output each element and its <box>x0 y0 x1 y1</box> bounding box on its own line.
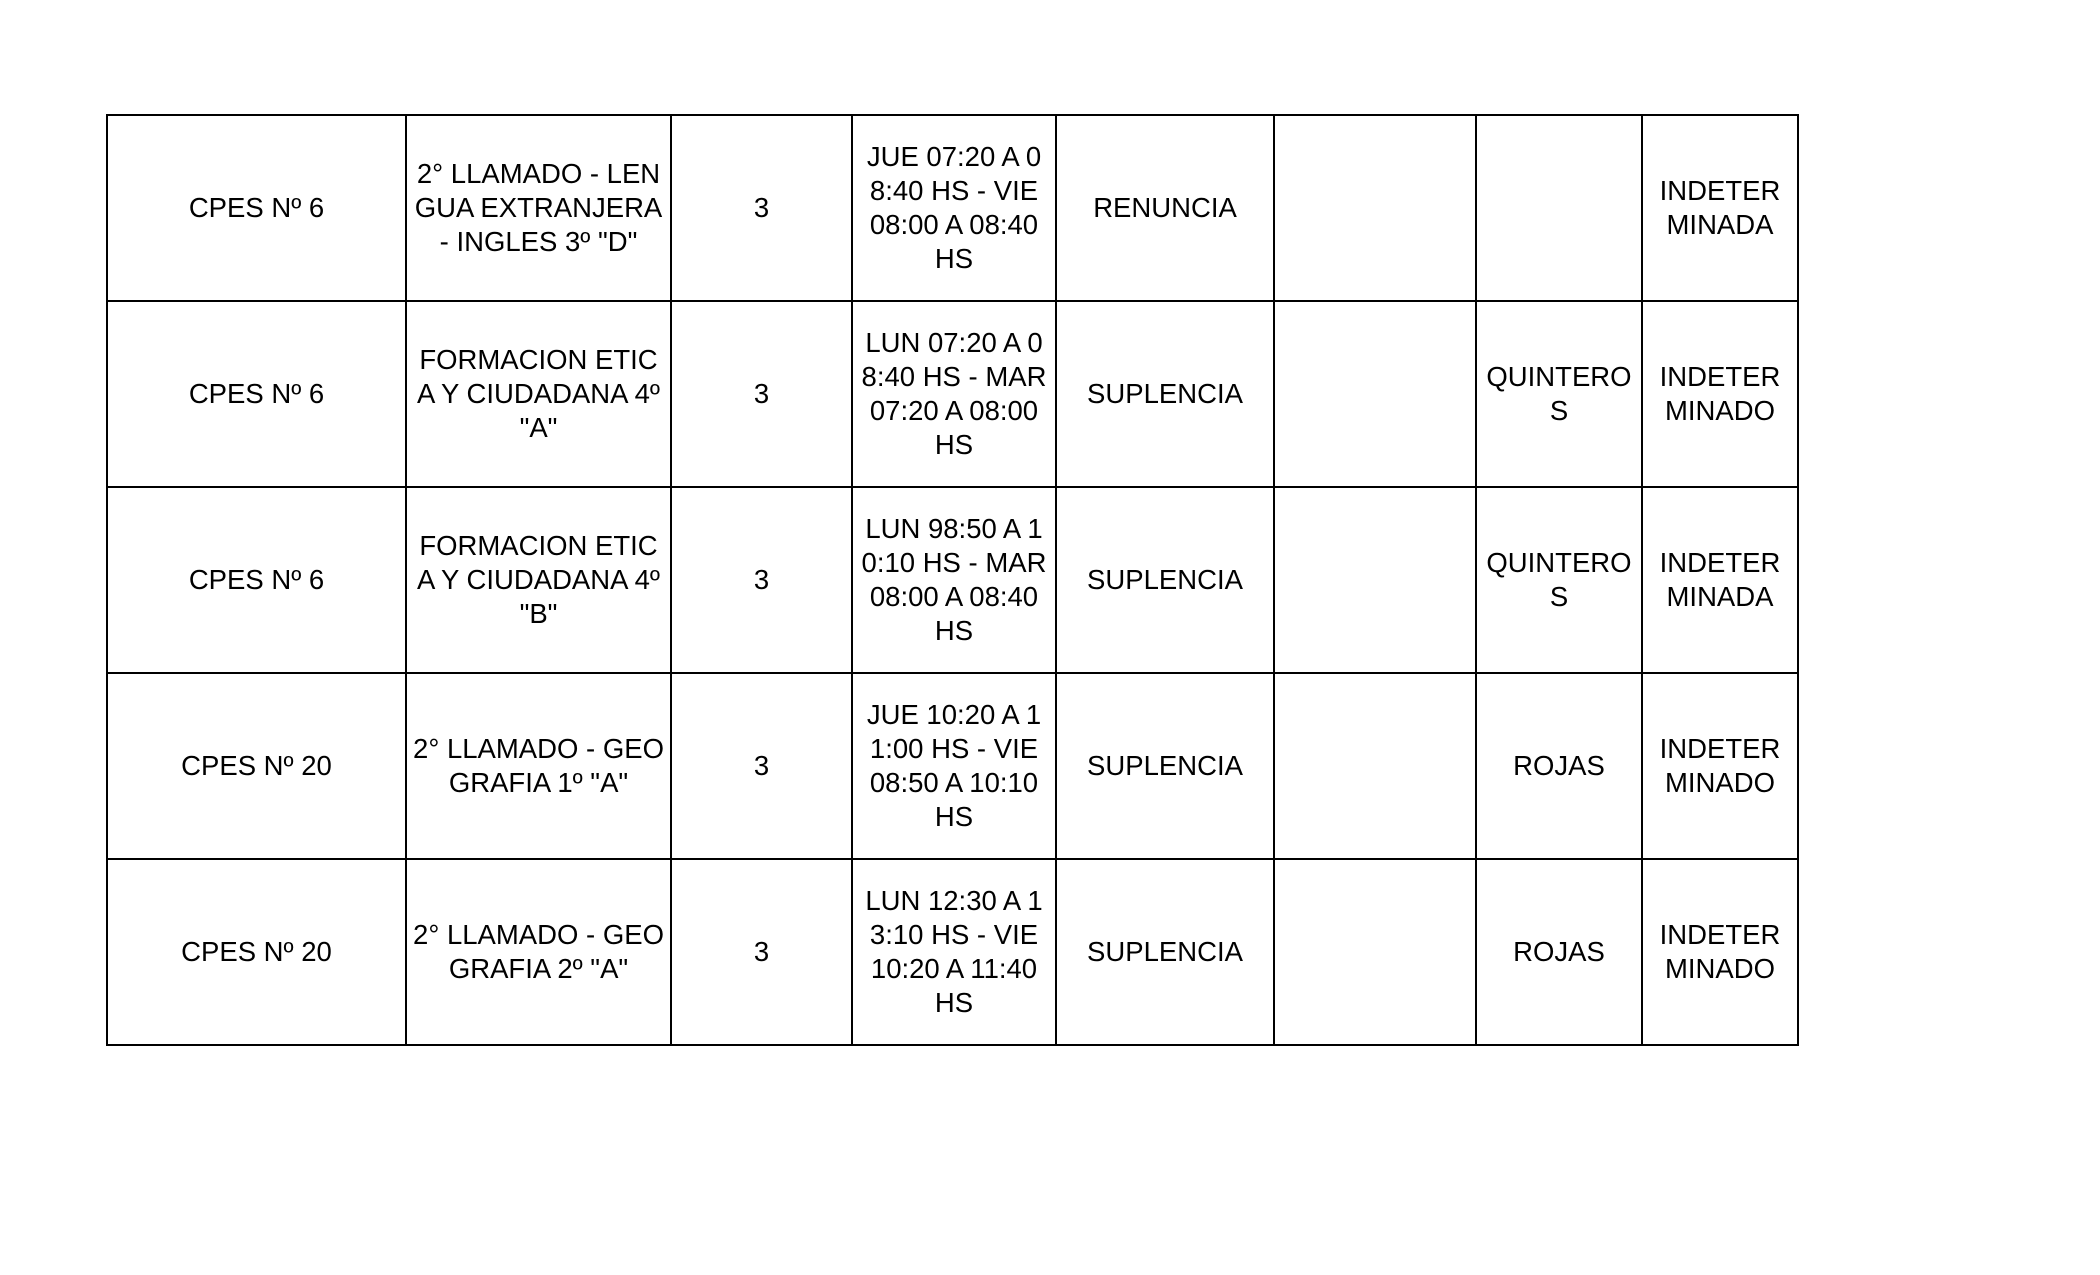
empty-cell <box>1274 301 1476 487</box>
reason-cell: SUPLENCIA <box>1056 487 1274 673</box>
hours-cell: 3 <box>671 487 852 673</box>
reason-cell: RENUNCIA <box>1056 115 1274 301</box>
duration-cell: INDETERMINADO <box>1642 859 1798 1045</box>
name-cell: QUINTEROS <box>1476 301 1642 487</box>
school-cell: CPES Nº 6 <box>107 487 406 673</box>
subject-cell: FORMACION ETICA Y CIUDADANA 4º "B" <box>406 487 671 673</box>
table-row <box>107 115 1798 301</box>
empty-cell <box>1274 487 1476 673</box>
empty-cell <box>1274 859 1476 1045</box>
table-row <box>107 673 1798 859</box>
name-cell <box>1476 115 1642 301</box>
subject-cell: FORMACION ETICA Y CIUDADANA 4º "A" <box>406 301 671 487</box>
vacancy-table <box>106 114 1799 1046</box>
subject-cell: 2° LLAMADO - LENGUA EXTRANJERA - INGLES 3º "D" <box>406 115 671 301</box>
subject-cell: 2° LLAMADO - GEOGRAFIA 1º "A" <box>406 673 671 859</box>
duration-cell: INDETERMINADO <box>1642 673 1798 859</box>
hours-cell: 3 <box>671 673 852 859</box>
empty-cell <box>1274 115 1476 301</box>
table-body <box>107 115 1798 1045</box>
school-cell: CPES Nº 20 <box>107 673 406 859</box>
reason-cell: SUPLENCIA <box>1056 301 1274 487</box>
duration-cell: INDETERMINADO <box>1642 301 1798 487</box>
table-row <box>107 859 1798 1045</box>
school-cell: CPES Nº 6 <box>107 301 406 487</box>
schedule-cell: LUN 07:20 A 08:40 HS - MAR 07:20 A 08:00 HS <box>852 301 1056 487</box>
reason-cell: SUPLENCIA <box>1056 673 1274 859</box>
schedule-cell: JUE 10:20 A 11:00 HS - VIE 08:50 A 10:10 HS <box>852 673 1056 859</box>
reason-cell: SUPLENCIA <box>1056 859 1274 1045</box>
school-cell: CPES Nº 6 <box>107 115 406 301</box>
name-cell: ROJAS <box>1476 673 1642 859</box>
school-cell: CPES Nº 20 <box>107 859 406 1045</box>
hours-cell: 3 <box>671 115 852 301</box>
name-cell: QUINTEROS <box>1476 487 1642 673</box>
schedule-cell: JUE 07:20 A 08:40 HS - VIE 08:00 A 08:40 HS <box>852 115 1056 301</box>
schedule-cell: LUN 12:30 A 13:10 HS - VIE 10:20 A 11:40 HS <box>852 859 1056 1045</box>
hours-cell: 3 <box>671 859 852 1045</box>
duration-cell: INDETERMINADA <box>1642 115 1798 301</box>
name-cell: ROJAS <box>1476 859 1642 1045</box>
hours-cell: 3 <box>671 301 852 487</box>
schedule-cell: LUN 98:50 A 10:10 HS - MAR 08:00 A 08:40 HS <box>852 487 1056 673</box>
table-row <box>107 301 1798 487</box>
table-row <box>107 487 1798 673</box>
subject-cell: 2° LLAMADO - GEOGRAFIA 2º "A" <box>406 859 671 1045</box>
duration-cell: INDETERMINADA <box>1642 487 1798 673</box>
empty-cell <box>1274 673 1476 859</box>
